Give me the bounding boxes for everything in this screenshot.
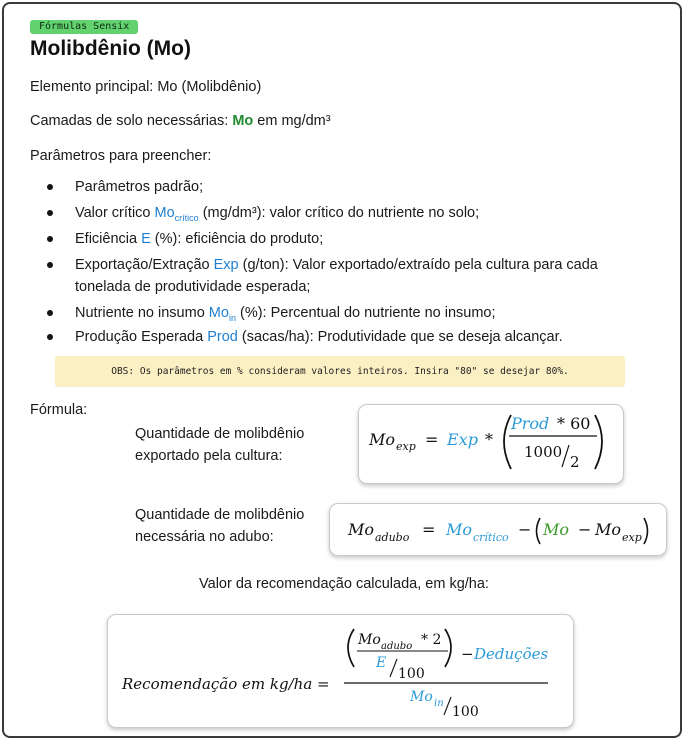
formula2-lhs-sub: adubo xyxy=(375,531,410,544)
formula1-lhs: Mo xyxy=(369,430,396,449)
formula2-moexp: Mo xyxy=(595,520,622,539)
formula3-efficiency: E xyxy=(376,655,387,671)
formulas-badge: Fórmulas Sensix xyxy=(30,20,138,34)
formula1-equals: = xyxy=(425,430,439,449)
formula3-num-sub: adubo xyxy=(381,641,413,652)
formula1-box xyxy=(358,404,624,484)
formula3-slash1 xyxy=(390,659,397,677)
formula3-box xyxy=(107,614,574,728)
formula1-slash xyxy=(562,445,569,467)
observation-note: OBS: Os parâmetros em % consideram valores inteiros. Insira "80" se desejar 80%. xyxy=(55,356,625,387)
formula3-deductions: Deduções xyxy=(474,645,549,663)
formula3-minus: − xyxy=(461,645,474,663)
formula1-description xyxy=(135,423,304,467)
formula1-denominator: 1000 xyxy=(524,443,563,461)
input-nutrient-subscript: in xyxy=(228,312,236,323)
formula3-moin-sub: in xyxy=(434,698,444,709)
formula2-lhs: Mo xyxy=(348,520,375,539)
list-item-text: (%): Percentual do nutriente no insumo; xyxy=(235,305,496,321)
formula1-paren-left xyxy=(504,415,511,469)
params-heading: Parâmetros para preencher: xyxy=(30,148,212,164)
formula2-minus2: − xyxy=(578,520,592,539)
formula1-svg xyxy=(359,405,623,483)
formula1-paren-right xyxy=(595,415,602,469)
export-symbol: Exp xyxy=(213,257,239,273)
element-line: Elemento principal: Mo (Molibdênio) xyxy=(30,79,262,95)
formula2-mo: Mo xyxy=(543,520,570,539)
formula1-two: 2 xyxy=(570,453,580,471)
formula2-paren-left xyxy=(537,518,541,544)
list-item-text: Eficiência xyxy=(75,231,142,247)
list-item-text: Parâmetros padrão; xyxy=(75,179,204,195)
formula3-num-mul: * 2 xyxy=(421,632,442,648)
formula2-moexp-sub: exp xyxy=(622,531,642,544)
page-title: Molibdênio (Mo) xyxy=(30,37,191,60)
bullet-dot xyxy=(47,262,53,268)
formula2-desc-line2: necessária no adubo: xyxy=(135,529,274,545)
formula1-desc-line2: exportado pela cultura: xyxy=(135,448,283,464)
formula1-mul60: * 60 xyxy=(557,414,591,433)
critical-value-subscript: crítico xyxy=(174,212,199,223)
formula2-critical-sub: crítico xyxy=(473,531,509,544)
list-item-text: Produção Esperada xyxy=(75,329,208,345)
bullet-dot xyxy=(47,236,53,242)
bullet-dot xyxy=(47,310,53,316)
layers-suffix: em mg/dm³ xyxy=(253,113,331,129)
formula3-paren-left xyxy=(348,629,354,667)
layers-line xyxy=(30,113,331,129)
formula1-desc-line1: Quantidade de molibdênio xyxy=(135,426,305,442)
bullet-dot xyxy=(47,184,53,190)
formula3-slash2 xyxy=(444,697,451,715)
list-item-text: (mg/dm³): valor crítico do nutriente no solo; xyxy=(198,205,480,221)
formula1-exp: Exp xyxy=(447,430,478,449)
formula2-box xyxy=(329,503,667,556)
layers-prefix: Camadas de solo necessárias: xyxy=(30,113,233,129)
formula2-desc-line1: Quantidade de molibdênio xyxy=(135,507,305,523)
production-symbol: Prod xyxy=(207,329,238,345)
formula2-minus: − xyxy=(518,520,532,539)
formula1-prod: Prod xyxy=(511,414,550,433)
formula1-lhs-sub: exp xyxy=(396,440,416,453)
formula2-equals: = xyxy=(422,520,436,539)
calc-heading: Valor da recomendação calculada, em kg/ha: xyxy=(199,576,489,592)
list-item-text: (g/ton): Valor exportado/extraído pela cultura para cada tonelada de produtividade esperada; xyxy=(75,257,598,295)
formula3-lhs: Recomendação em kg/ha = xyxy=(122,675,330,693)
formula3-hundred2: 100 xyxy=(452,704,479,720)
list-item-text: Valor crítico xyxy=(75,205,155,221)
bullet-dot xyxy=(47,210,53,216)
formula-label: Fórmula: xyxy=(30,402,88,418)
bullet-dot xyxy=(47,334,53,340)
formula2-paren-right xyxy=(644,518,648,544)
layers-highlight: Mo xyxy=(232,113,254,129)
formula3-svg xyxy=(108,615,573,727)
list-item-text: (sacas/ha): Produtividade que se deseja alcançar. xyxy=(237,329,563,345)
formula3-num-mo: Mo xyxy=(358,632,381,648)
formula2-svg xyxy=(330,504,666,555)
input-nutrient-symbol: Mo xyxy=(208,305,229,321)
formula3-hundred1: 100 xyxy=(398,666,425,682)
formula2-description xyxy=(135,504,304,548)
formula1-times: * xyxy=(485,430,493,449)
formula3-moin: Mo xyxy=(410,689,433,705)
formula2-critical: Mo xyxy=(446,520,473,539)
list-item-text: (%): eficiência do produto; xyxy=(150,231,324,247)
efficiency-symbol: E xyxy=(141,231,151,247)
list-item-text: Nutriente no insumo xyxy=(75,305,209,321)
list-item-text: Exportação/Extração xyxy=(75,257,214,273)
formula3-paren-right xyxy=(445,629,451,667)
critical-value-symbol: Mo xyxy=(154,205,175,221)
